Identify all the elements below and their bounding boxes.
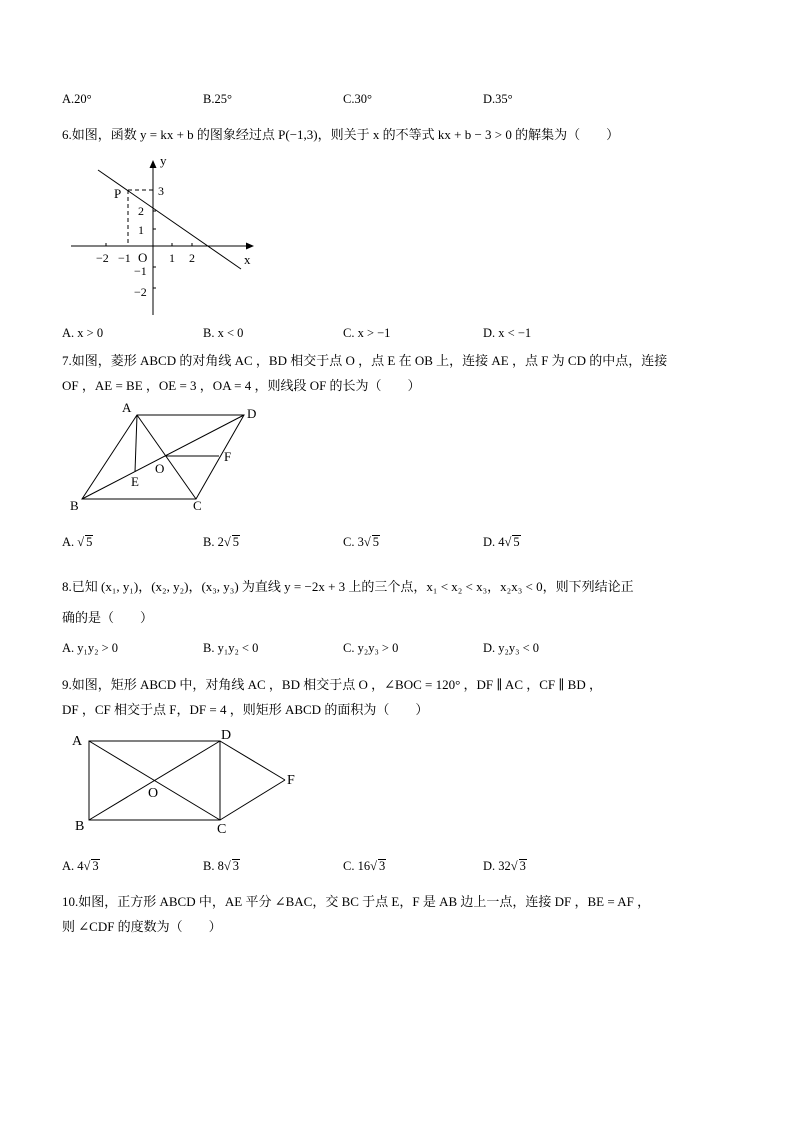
q8-stem-line2: 确的是（ ） [62, 610, 154, 625]
q9-stem-line2: DF ，CF 相交于点 F，DF = 4 ，则矩形 ABCD 的面积为（ ） [62, 702, 429, 717]
q7-stem-line2: OF ，AE = BE ，OE = 3 ，OA = 4 ，则线段 OF 的长为（ ） [62, 378, 421, 393]
q9-figure [66, 722, 306, 842]
q7-option-d: D. 4√ 5 [483, 535, 520, 549]
q8-stem-line1: 8.已知 (x₁, y₁)，(x₂, y₂)，(x₃, y₃) 为直线 y = −2x + 3 上的三个点，x₁ < x₂ < x₃，x₂x₃ < 0，则下列结论正 [62, 579, 634, 594]
q6-xtick-neg2: −2 [96, 251, 109, 265]
q6-option-a: A. x > 0 [62, 326, 104, 340]
q7-figure [66, 398, 276, 518]
q8-option-b: B. y₁y₂ < 0 [203, 641, 259, 655]
q9-option-b: B. 8√ 3 [203, 859, 239, 873]
q9-stem-line1: 9.如图，矩形 ABCD 中，对角线 AC ，BD 相交于点 O ，∠BOC = 120° ，DF ∥ AC ，CF ∥ BD ， [62, 677, 602, 692]
q7-option-b: B. 2√ 5 [203, 535, 239, 549]
q6-xtick-1: 1 [169, 251, 175, 265]
q9-label-c: C [217, 822, 227, 837]
q7-option-a: A. √ 5 [62, 535, 93, 549]
q8-option-a: A. y₁y₂ > 0 [62, 641, 119, 655]
q9-option-d: D. 32√ 3 [483, 859, 526, 873]
q9-label-b: B [75, 819, 85, 834]
q7-stem-line1: 7.如图，菱形 ABCD 的对角线 AC ，BD 相交于点 O ，点 E 在 OB 上，连接 AE ，点 F 为 CD 的中点，连接 [62, 353, 668, 368]
q6-option-c: C. x > −1 [343, 326, 391, 340]
q6-origin-label: O [138, 250, 148, 265]
q6-ytick-neg2: −2 [134, 285, 147, 299]
q6-ytick-3: 3 [158, 184, 164, 198]
q6-option-d: D. x < −1 [483, 326, 532, 340]
q7-label-c: C [193, 498, 202, 513]
q6-figure [66, 150, 266, 320]
q8-option-d: D. y₂y₃ < 0 [483, 641, 540, 655]
q5-option-a: A.20° [62, 92, 92, 106]
q5-option-c: C.30° [343, 92, 372, 106]
q6-ytick-neg1: −1 [134, 264, 147, 278]
q7-label-o: O [155, 461, 165, 476]
q10-stem-line2: 则 ∠CDF 的度数为（ ） [62, 919, 222, 934]
q7-label-e: E [131, 474, 139, 489]
q6-axis-y-label: y [160, 153, 167, 168]
q7-label-d: D [247, 406, 257, 421]
q6-xtick-neg1: −1 [118, 251, 131, 265]
q6-ytick-1: 1 [138, 223, 144, 237]
q6-option-b: B. x < 0 [203, 326, 244, 340]
q5-option-b: B.25° [203, 92, 232, 106]
q8-option-c: C. y₂y₃ > 0 [343, 641, 399, 655]
q9-label-d: D [221, 728, 232, 743]
q6-point-p-label: P [114, 186, 122, 201]
q6-stem: 6.如图，函数 y = kx + b 的图象经过点 P(−1,3)，则关于 x 的不等式 kx + b − 3 > 0 的解集为（ ） [62, 127, 620, 142]
q7-label-a: A [122, 400, 132, 415]
q6-axis-x-label: x [244, 252, 251, 267]
q7-option-c: C. 3√ 5 [343, 535, 379, 549]
q9-label-a: A [72, 734, 83, 749]
q10-stem-line1: 10.如图，正方形 ABCD 中，AE 平分 ∠BAC，交 BC 于点 E，F 是 AB 边上一点，连接 DF ，BE = AF ， [62, 894, 651, 909]
q9-label-o: O [148, 786, 159, 801]
q7-label-b: B [70, 498, 79, 513]
q9-label-f: F [287, 773, 295, 788]
q9-option-a: A. 4√ 3 [62, 859, 99, 873]
q6-ytick-2: 2 [138, 204, 144, 218]
q7-label-f: F [224, 449, 232, 464]
q9-option-c: C. 16√ 3 [343, 859, 386, 873]
q6-xtick-2: 2 [189, 251, 195, 265]
q5-option-d: D.35° [483, 92, 513, 106]
